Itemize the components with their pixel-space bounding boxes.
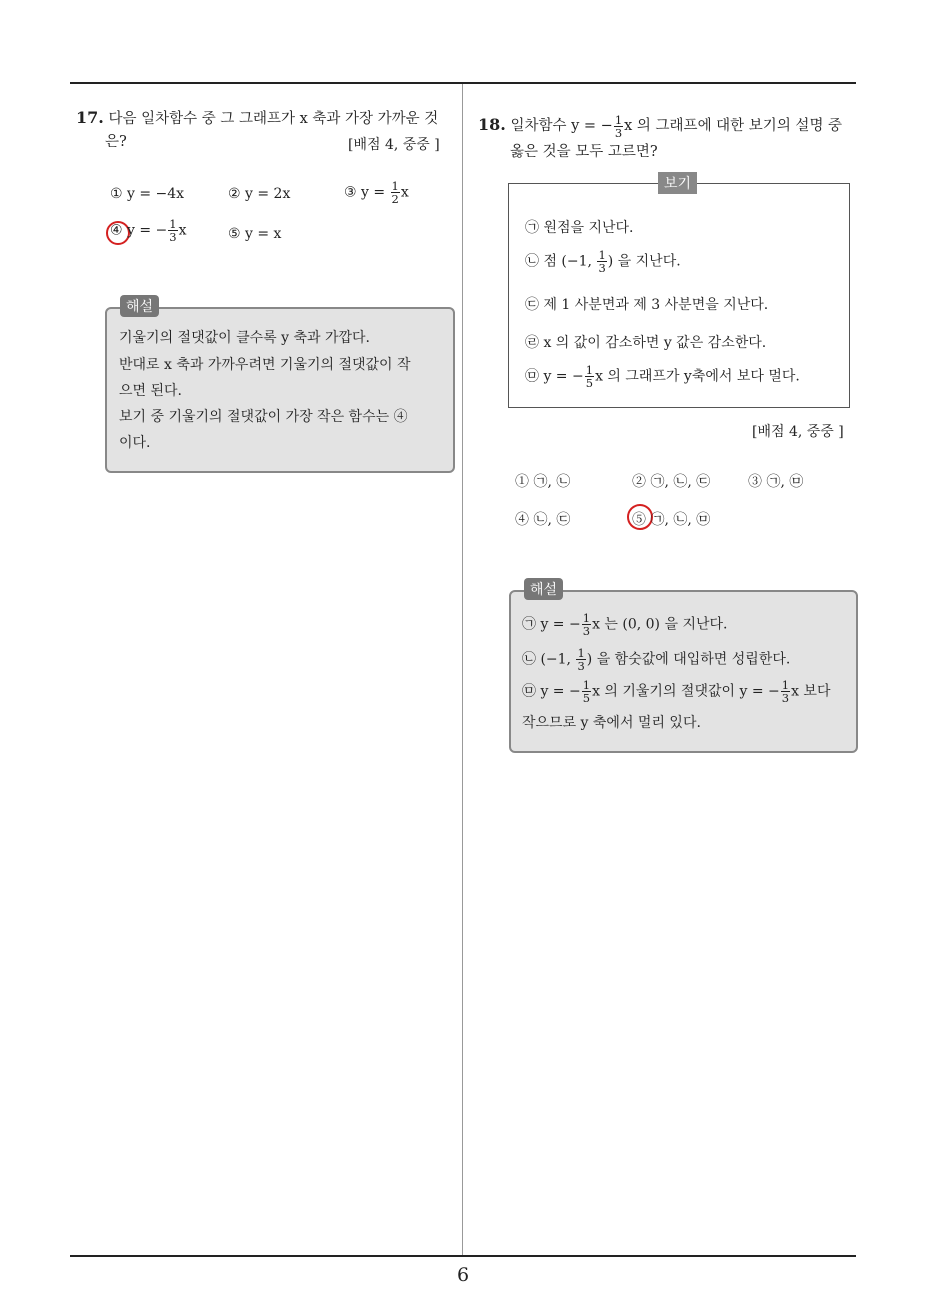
q17-solution-line2: 반대로 x 축과 가까우려면 기울기의 절댓값이 작 [119, 357, 411, 373]
bogi-item-2-prefix: ㉡ 점 (−1, [525, 253, 597, 270]
q18-solution-line3 [522, 679, 830, 704]
frac-num: 1 [577, 646, 585, 660]
q17-choice-4-prefix: y = − [127, 222, 168, 239]
frac-den: 3 [582, 624, 591, 638]
q17-solution-line3: 으면 된다. [119, 383, 182, 399]
frac-den: 3 [169, 230, 177, 244]
frac-num: 1 [582, 611, 591, 625]
q18-bogi-item-1: ㉠ 원점을 지난다. [525, 220, 634, 236]
frac-den: 5 [585, 376, 594, 390]
fraction [391, 180, 400, 205]
q17-number: 17. [76, 108, 104, 127]
q17-solution-line5: 이다. [119, 435, 151, 451]
bogi-item-5-suffix: x 의 그래프가 y축에서 보다 멀다. [595, 368, 800, 385]
q18-bogi-item-4: ㉣ x 의 값이 감소하면 y 값은 감소한다. [525, 335, 767, 351]
q18-choice-2[interactable]: ② ㉠, ㉡, ㉢ [632, 474, 711, 490]
q17-choice-1[interactable]: ① y = −4x [110, 186, 185, 202]
q18-text-line2: 옳은 것을 모두 고르면? [510, 144, 658, 160]
q18-text-suffix: x 의 그래프에 대한 보기의 설명 중 [624, 118, 843, 134]
q18-choice-1[interactable]: ① ㉠, ㉡ [515, 474, 571, 490]
q18-solution-line4: 작으므로 y 축에서 멀리 있다. [522, 715, 701, 731]
q18-choice-4[interactable]: ④ ㉡, ㉢ [515, 512, 571, 528]
q17-choice-3-suffix: x [400, 184, 409, 201]
q17-stem-line1 [76, 105, 438, 132]
q18-bogi-item-3: ㉢ 제 1 사분면과 제 3 사분면을 지난다. [525, 297, 769, 313]
frac-num: 1 [169, 217, 177, 231]
q17-choice-5[interactable]: ⑤ y = x [228, 226, 282, 242]
q18-choice-5[interactable] [632, 509, 710, 529]
fraction [582, 612, 591, 637]
q18-solution-tag: 해설 [524, 578, 563, 600]
sol-l3-mid: x 의 기울기의 절댓값이 y = − [592, 683, 780, 700]
frac-den: 2 [391, 192, 399, 206]
frac-den: 5 [582, 691, 591, 705]
q17-solution-line1: 기울기의 절댓값이 클수록 y 축과 가깝다. [119, 330, 370, 346]
q17-choice-2[interactable]: ② y = 2x [228, 186, 291, 202]
fraction [582, 679, 591, 704]
q17-meta: [배점 4, 중중 ] [348, 137, 440, 153]
bottom-rule [70, 1255, 856, 1257]
frac-num: 1 [614, 112, 623, 127]
sol-l3-suffix: x 보다 [791, 683, 831, 700]
q18-choice-5-text: ㉠, ㉡, ㉤ [650, 512, 711, 528]
q18-solution-line2 [522, 647, 790, 672]
sol-l2-suffix: ) 을 함숫값에 대입하면 성립한다. [586, 651, 791, 668]
q17-text-line1: 다음 일차함수 중 그 그래프가 x 축과 가장 가까운 것 [108, 111, 439, 127]
fraction [576, 647, 585, 672]
q18-meta: [배점 4, 중중 ] [752, 424, 844, 440]
fraction [597, 249, 606, 274]
sol-l2-prefix: ㉡ (−1, [522, 651, 576, 668]
sol-l3-prefix: ㉤ y = − [522, 683, 581, 700]
frac-num: 1 [781, 678, 790, 692]
page-number: 6 [456, 1264, 470, 1286]
sol-l1-suffix: x 는 (0, 0) 을 지난다. [592, 616, 728, 633]
q18-bogi-item-5 [525, 364, 800, 389]
q18-bogi-tag: 보기 [658, 172, 697, 194]
q18-number: 18. [478, 115, 506, 134]
fraction [614, 114, 623, 139]
fraction [781, 679, 790, 704]
q17-solution-tag: 해설 [120, 295, 159, 317]
q17-choice-4-label: ④ [110, 222, 123, 239]
bogi-item-5-prefix: ㉤ y = − [525, 368, 584, 385]
frac-num: 1 [582, 678, 591, 692]
top-rule [70, 82, 856, 84]
q17-choice-3[interactable] [344, 180, 409, 205]
q17-choice-4[interactable] [110, 218, 187, 243]
q18-text-prefix: 일차함수 y = − [510, 118, 613, 134]
frac-den: 3 [577, 659, 585, 673]
q18-choice-3[interactable]: ③ ㉠, ㉤ [748, 474, 804, 490]
q18-solution-line1 [522, 612, 727, 637]
frac-den: 3 [781, 691, 790, 705]
q17-choice-3-prefix: ③ y = [344, 184, 390, 201]
q18-stem-line1 [478, 112, 842, 139]
bogi-item-2-suffix: ) 을 지난다. [607, 253, 681, 270]
frac-num: 1 [598, 248, 606, 262]
q17-choice-4-suffix: x [178, 222, 187, 239]
frac-num: 1 [585, 363, 594, 377]
fraction [585, 364, 594, 389]
q18-bogi-item-2 [525, 249, 681, 274]
q17-text-line2: 은? [105, 134, 127, 150]
q17-solution-line4: 보기 중 기울기의 절댓값이 가장 작은 함수는 ④ [119, 409, 408, 425]
frac-den: 3 [598, 261, 606, 275]
column-divider [462, 84, 463, 1256]
sol-l1-prefix: ㉠ y = − [522, 616, 581, 633]
q18-choice-5-label: ⑤ [632, 512, 646, 528]
fraction [168, 218, 177, 243]
frac-num: 1 [391, 179, 399, 193]
frac-den: 3 [614, 125, 623, 140]
